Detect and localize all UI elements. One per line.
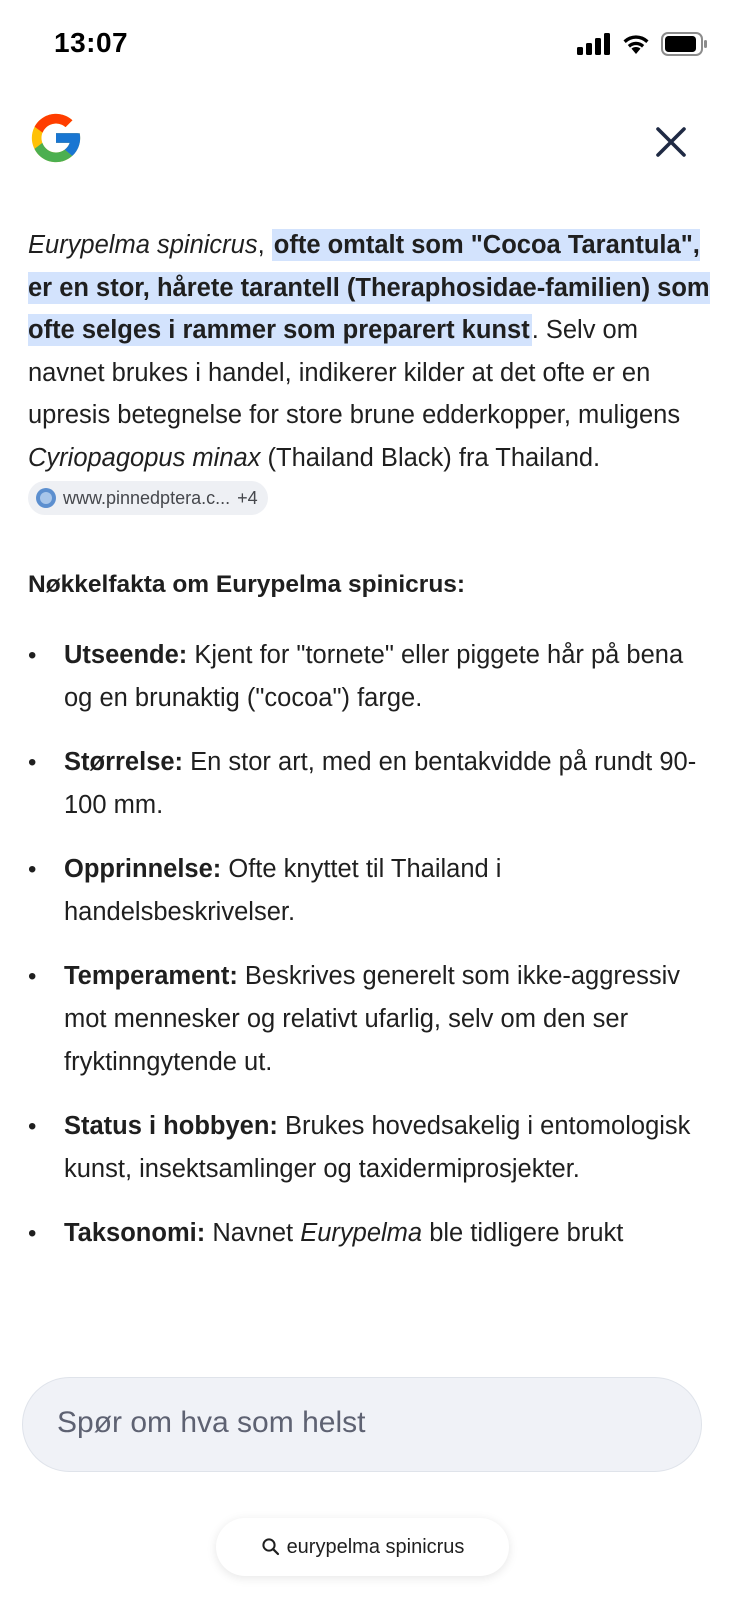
status-icons [577, 32, 709, 56]
ask-input-placeholder: Spør om hva som helst [57, 1406, 366, 1439]
species-name-2: Cyriopagopus minax [28, 443, 261, 472]
site-favicon-icon [36, 488, 56, 508]
query-pill[interactable] [216, 1518, 509, 1576]
facts-list [28, 634, 712, 1255]
google-logo-icon [27, 109, 85, 167]
close-icon[interactable] [651, 122, 691, 162]
header [0, 100, 739, 180]
bullet-icon: • [28, 641, 37, 669]
source-chip[interactable] [28, 481, 268, 515]
bullet-icon: • [28, 1112, 37, 1140]
bullet-icon: • [28, 855, 37, 883]
list-item: • Taksonomi: Navnet Eurypelma ble tidligere brukt [28, 1212, 712, 1255]
list-item: • Størrelse: En stor art, med en bentakvidde på rundt 90-100 mm. [28, 741, 712, 827]
source-chip-count: +4 [237, 488, 258, 509]
ai-answer [28, 224, 712, 1276]
status-bar [0, 0, 739, 90]
wifi-icon [621, 33, 651, 55]
species-name: Eurypelma spinicrus [28, 231, 258, 259]
answer-intro: Eurypelma spinicrus, ofte omtalt som "Cocoa Tarantula", er en stor, hårete tarantell (Theraphosidae-familien) som ofte selges i rammer som preparert kunst. Selv om navnet brukes i handel, indikerer kilder at det ofte er en upresis betegnelse for store brune edderkopper, muligens Cyriopagopus minax (Thailand Black) fra Thailand. www.pinnedptera.c... +4 [28, 224, 712, 522]
list-item: • Utseende: Kjent for "tornete" eller piggete hår på bena og en brunaktig ("cocoa") farge. [28, 634, 712, 720]
content-fade [0, 1315, 739, 1375]
cellular-signal-icon [577, 33, 611, 55]
ask-input[interactable] [22, 1377, 702, 1472]
facts-heading: Nøkkelfakta om Eurypelma spinicrus: [28, 570, 466, 598]
query-text: eurypelma spinicrus [286, 1535, 465, 1558]
battery-icon [661, 32, 709, 56]
bullet-icon: • [28, 962, 37, 990]
list-item: • Opprinnelse: Ofte knyttet til Thailand i handelsbeskrivelser. [28, 848, 712, 934]
source-chip-label: www.pinnedptera.c... [63, 488, 231, 509]
status-time: 13:07 [54, 27, 129, 58]
list-item: • Temperament: Beskrives generelt som ikke-aggressiv mot mennesker og relativt ufarlig, selv om den ser fryktinngytende ut. [28, 955, 712, 1084]
search-icon [261, 1537, 281, 1557]
list-item: • Status i hobbyen: Brukes hovedsakelig i entomologisk kunst, insektsamlinger og taxidermiprosjekter. [28, 1105, 712, 1191]
bullet-icon: • [28, 1219, 37, 1247]
highlighted-text: ofte omtalt som "Cocoa Tarantula", er en stor, hårete tarantell (Theraphosidae-familien) som ofte selges i rammer som preparert kunst [28, 231, 710, 344]
bullet-icon: • [28, 748, 37, 776]
